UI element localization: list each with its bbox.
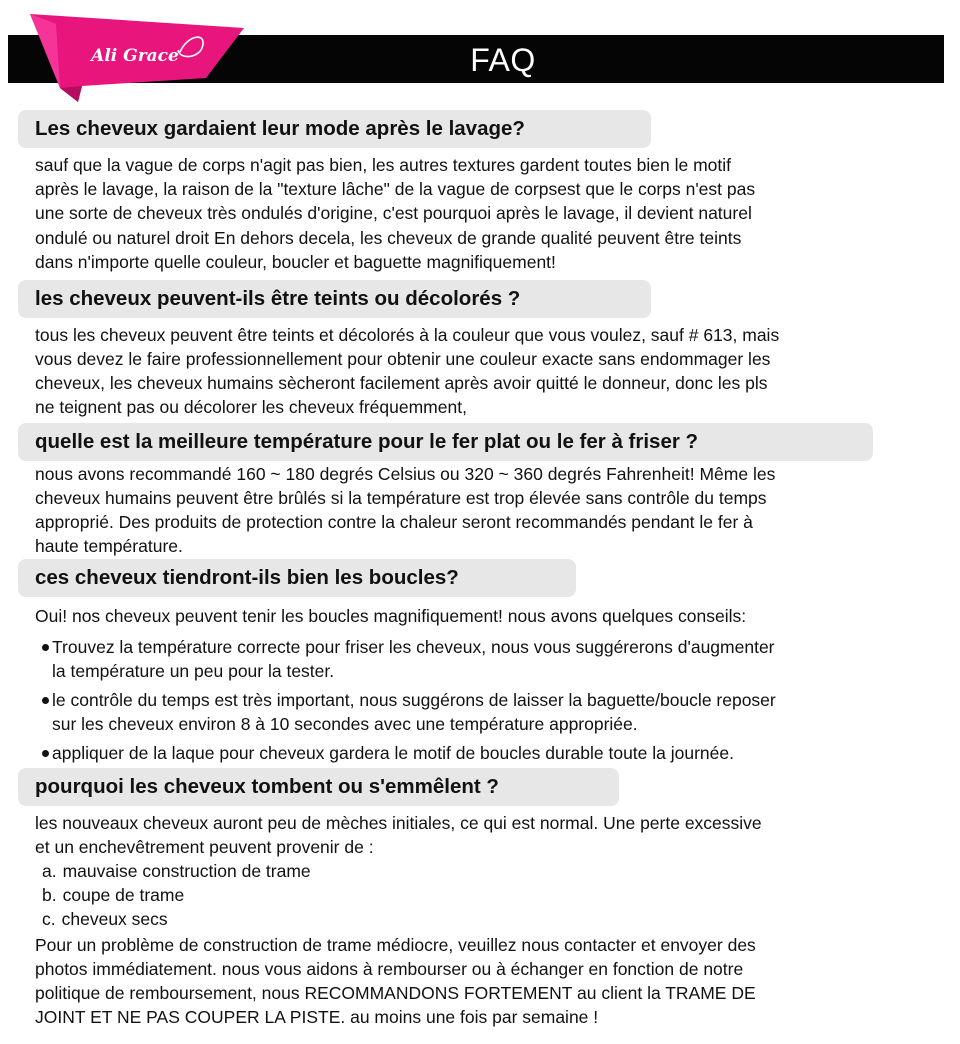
faq-question-3: quelle est la meilleure température pour le fer plat ou le fer à friser ?	[18, 423, 873, 461]
faq-answer-1-line-3: une sorte de cheveux très ondulés d'origine, c'est pourquoi après le lavage, il devient naturel	[35, 203, 752, 223]
faq-answer-5-outro-line-1: Pour un problème de construction de trame médiocre, veuillez nous contacter et envoyer des	[35, 935, 756, 955]
bullet-1-line-1: Trouvez la température correcte pour friser les cheveux, nous vous suggérerons d'augmenter	[52, 637, 775, 657]
bullet-icon	[42, 697, 49, 704]
faq-answer-3-line-4: haute température.	[35, 536, 183, 556]
bullet-icon	[42, 644, 49, 651]
cause-item-b	[42, 883, 184, 907]
faq-answer-1-line-1: sauf que la vague de corps n'agit pas bien, les autres textures gardent toutes bien le motif	[35, 155, 731, 175]
faq-answer-2-line-2: vous devez le faire professionnellement pour obtenir une couleur exacte sans endommager les	[35, 349, 771, 369]
page-title: FAQ	[470, 42, 536, 78]
cause-item-letter: b.	[42, 885, 57, 905]
bullet-1-line-2: la température un peu pour la tester.	[52, 661, 335, 682]
cause-item-letter: c.	[42, 909, 56, 929]
faq-question-2: les cheveux peuvent-ils être teints ou décolorés ?	[18, 280, 651, 318]
cause-item-letter: a.	[42, 861, 57, 881]
faq-answer-5-intro-line-1: les nouveaux cheveux auront peu de mèches initiales, ce qui est normal. Une perte excessive	[35, 813, 762, 833]
logo-text: Ali Grace	[91, 46, 179, 66]
cause-item-c	[42, 907, 168, 931]
faq-answer-5-outro-line-2: photos immédiatement. nous vous aidons à rembourser ou à échanger en fonction de notre	[35, 959, 744, 979]
bullet-icon	[42, 750, 49, 757]
faq-answer-3-line-2: cheveux humains peuvent être brûlés si la température est trop élevée sans contrôle du temps	[35, 488, 767, 508]
faq-answer-4-intro: Oui! nos cheveux peuvent tenir les boucles magnifiquement! nous avons quelques conseils:	[35, 606, 747, 626]
bullet-2-line-2: sur les cheveux environ 8 à 10 secondes avec une température appropriée.	[52, 714, 638, 735]
faq-answer-3-line-1: nous avons recommandé 160 ~ 180 degrés Celsius ou 320 ~ 360 degrés Fahrenheit! Même les	[35, 464, 776, 484]
bullet-3-line-1: appliquer de la laque pour cheveux gardera le motif de boucles durable toute la journée.	[52, 743, 734, 763]
faq-question-1: Les cheveux gardaient leur mode après le lavage?	[18, 110, 651, 148]
faq-answer-2-line-3: cheveux, les cheveux humains sècheront facilement après avoir quitté le donneur, donc les pls	[35, 373, 768, 393]
faq-answer-4-bullet-1	[35, 635, 935, 683]
faq-answer-1-line-4: ondulé ou naturel droit En dehors decela, les cheveux de grande qualité peuvent être teints	[35, 228, 742, 248]
cause-item-text: mauvaise construction de trame	[62, 861, 311, 881]
faq-answer-3-line-3: approprié. Des produits de protection contre la chaleur seront recommandés pendant le fer à	[35, 512, 753, 532]
faq-answer-2-line-4: ne teignent pas ou décolorer les cheveux fréquemment,	[35, 397, 467, 417]
brand-logo	[30, 14, 244, 102]
faq-answer-1-line-5: dans n'importe quelle couleur, boucler et baguette magnifiquement!	[35, 252, 556, 272]
faq-answer-1-line-2: après le lavage, la raison de la "texture lâche" de la vague de corpsest que le corps n'est pas	[35, 179, 756, 199]
faq-answer-5-outro-line-3: politique de remboursement, nous RECOMMANDONS FORTEMENT au client la TRAME DE	[35, 983, 756, 1003]
faq-answer-4-bullet-2	[35, 688, 935, 736]
cause-item-text: cheveux secs	[61, 909, 168, 929]
faq-answer-4-bullet-3	[35, 741, 935, 765]
faq-answer-2-line-1: tous les cheveux peuvent être teints et décolorés à la couleur que vous voulez, sauf # 613, mais	[35, 325, 780, 345]
faq-answer-5-intro-line-2: et un enchevêtrement peuvent provenir de :	[35, 837, 374, 857]
cause-item-text: coupe de trame	[62, 885, 185, 905]
faq-question-5: pourquoi les cheveux tombent ou s'emmêlent ?	[18, 768, 619, 806]
cause-item-a	[42, 859, 311, 883]
faq-question-4: ces cheveux tiendront-ils bien les boucles?	[18, 559, 576, 597]
bullet-2-line-1: le contrôle du temps est très important, nous suggérons de laisser la baguette/boucle reposer	[52, 690, 776, 710]
faq-answer-5-outro-line-4: JOINT ET NE PAS COUPER LA PISTE. au moins une fois par semaine !	[35, 1007, 599, 1027]
